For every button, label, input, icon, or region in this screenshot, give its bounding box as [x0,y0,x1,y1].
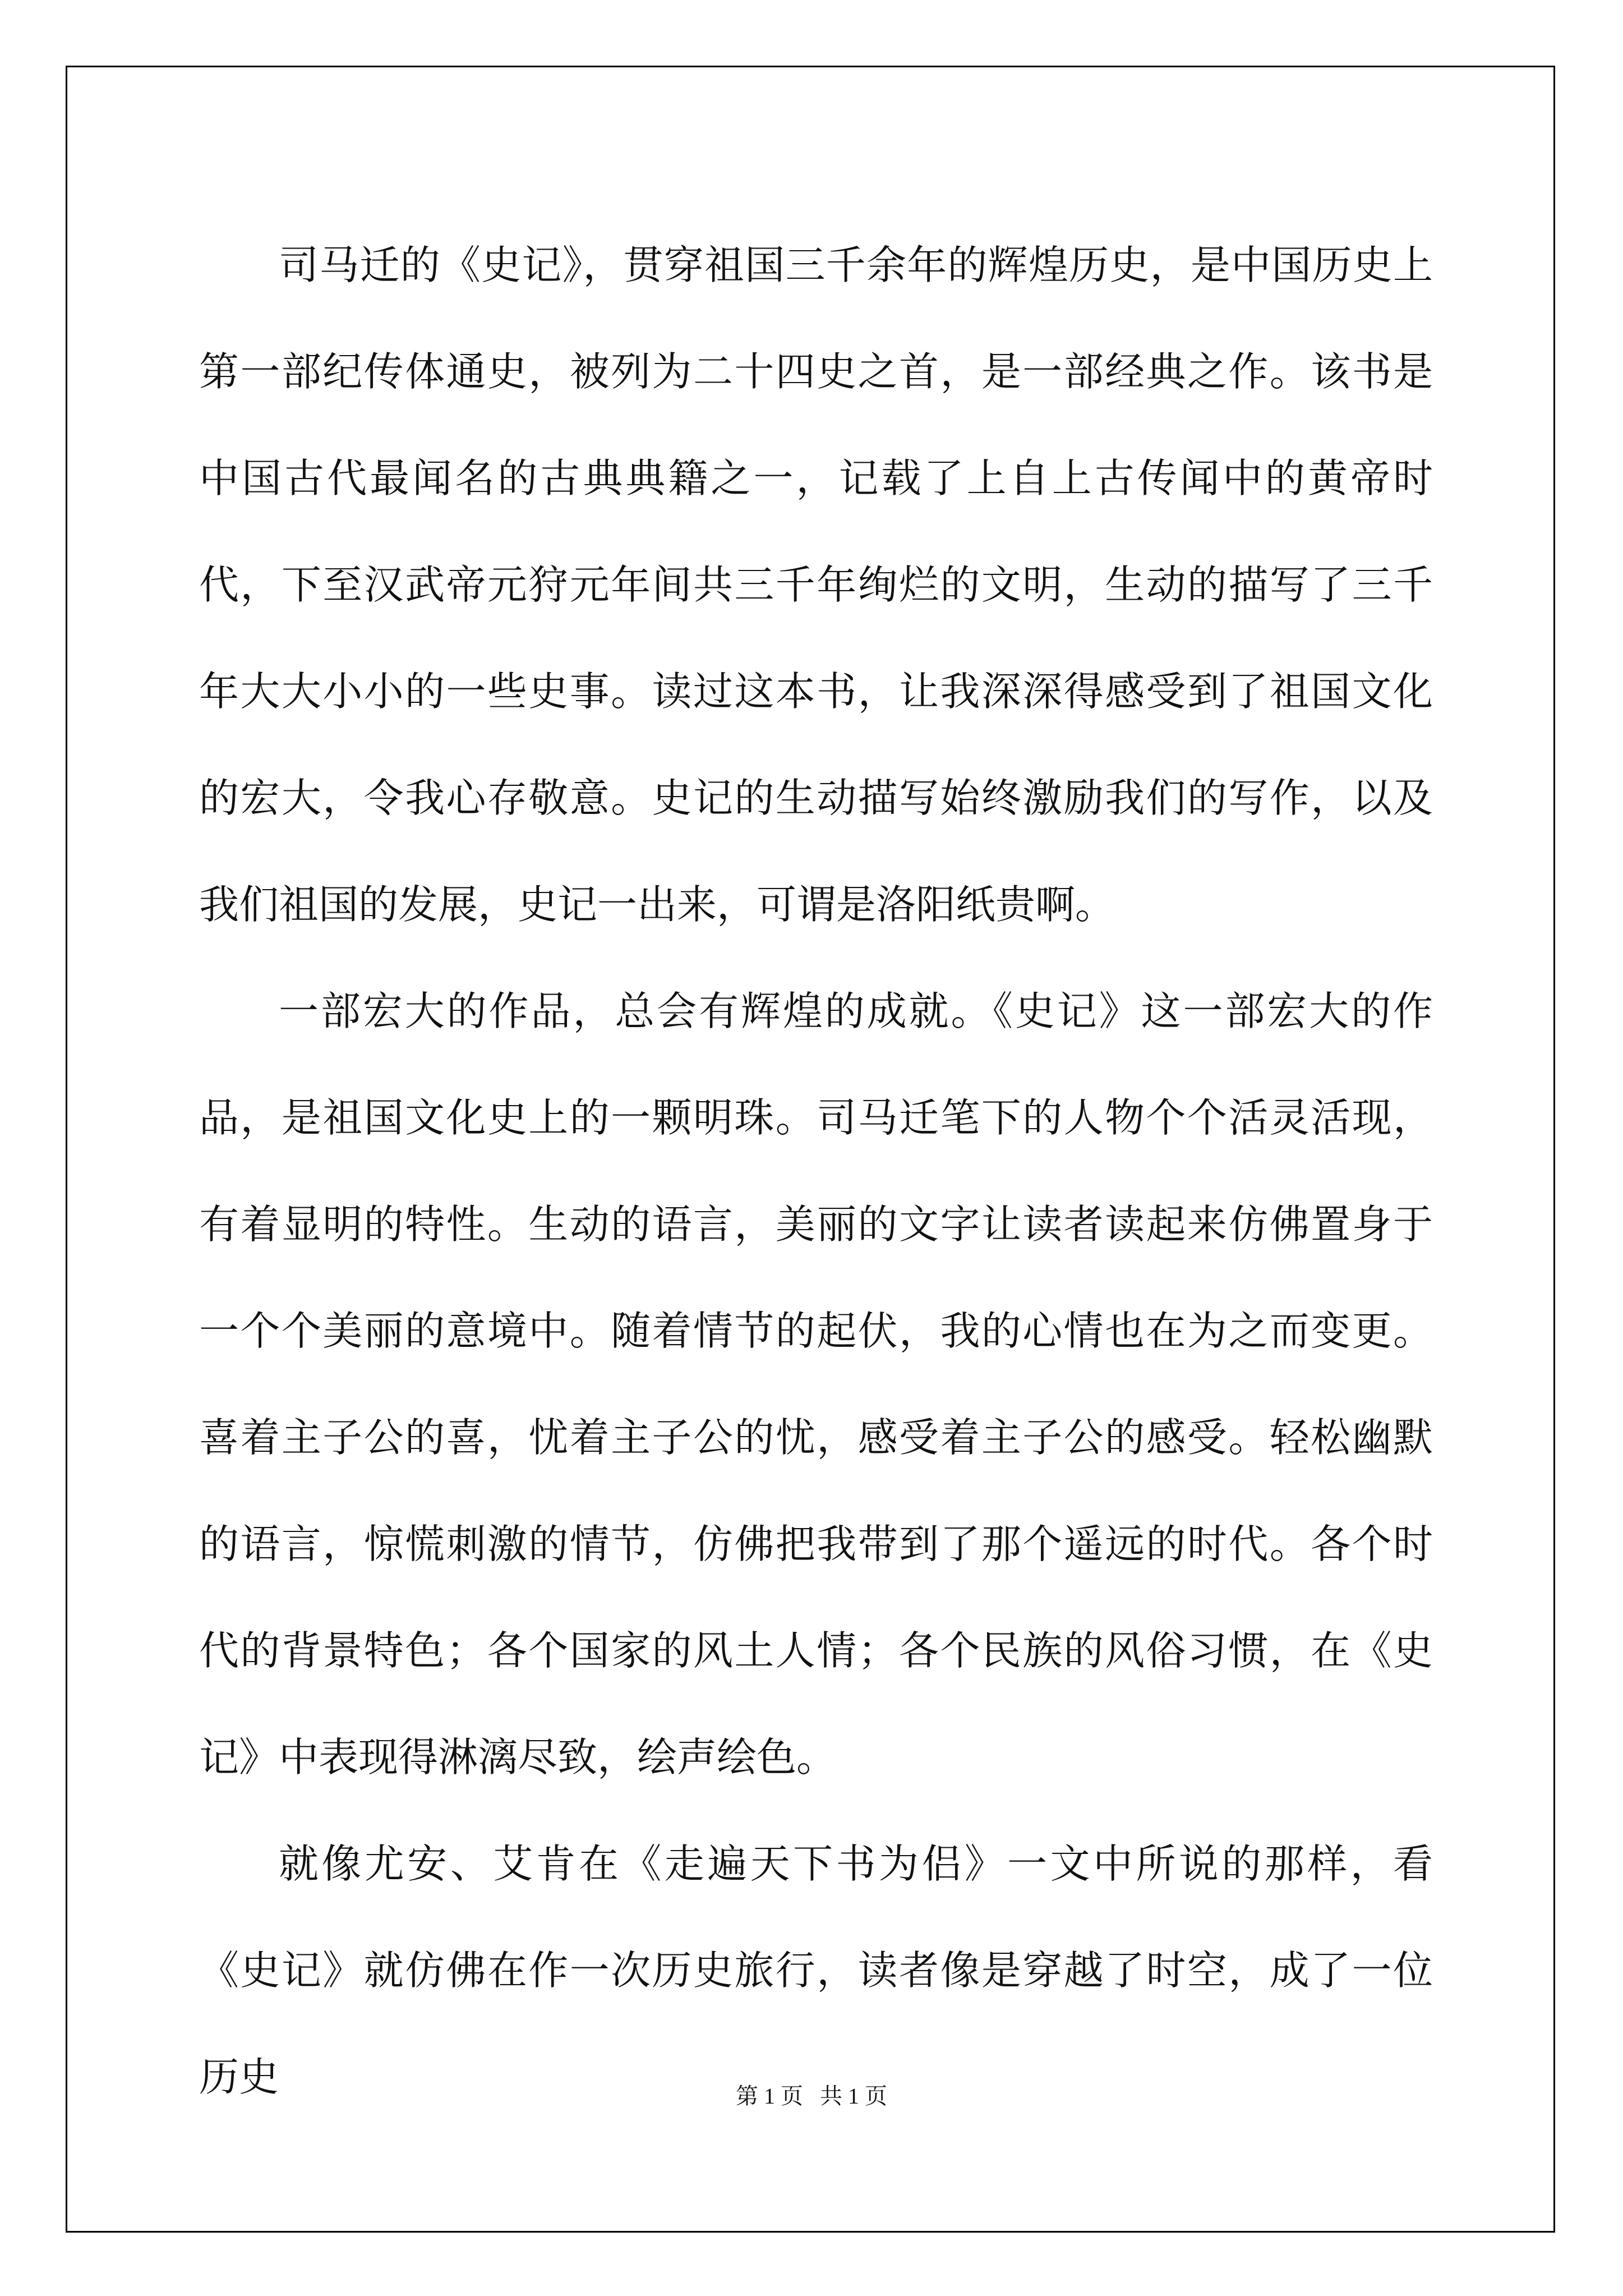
paragraph-1: 司马迁的《史记》，贯穿祖国三千余年的辉煌历史，是中国历史上第一部纪传体通史，被列为二十四史之首，是一部经典之作。该书是中国古代最闻名的古典典籍之一，记载了上自上古传闻中的黄帝时代，下至汉武帝元狩元年间共三千年绚烂的文明，生动的描写了三千年大大小小的一些史事。读过这本书，让我深深得感受到了祖国文化的宏大，令我心存敬意。史记的生动描写始终激励我们的写作，以及我们祖国的发展，史记一出来，可谓是洛阳纸贵啊。 [199,242,1433,928]
page-number-footer: 第 1 页 共 1 页 [736,2083,887,2109]
paragraph-3: 就像尤安、艾肯在《走遍天下书为侣》一文中所说的那样，看《史记》就仿佛在作一次历史旅行，读者像是穿越了时空，成了一位历史 [199,1841,1433,2100]
document-body [199,212,1433,2131]
paragraph-2: 一部宏大的作品，总会有辉煌的成就。《史记》这一部宏大的作品，是祖国文化史上的一颗明珠。司马迁笔下的人物个个活灵活现，有着显明的特性。生动的语言，美丽的文字让读者读起来仿佛置身于一个个美丽的意境中。随着情节的起伏，我的心情也在为之而变更。喜着主子公的喜，忧着主子公的忧，感受着主子公的感受。轻松幽默的语言，惊慌刺激的情节，仿佛把我带到了那个遥远的时代。各个时代的背景特色；各个国家的风土人情；各个民族的风俗习惯，在《史记》中表现得淋漓尽致，绘声绘色。 [199,988,1433,1780]
